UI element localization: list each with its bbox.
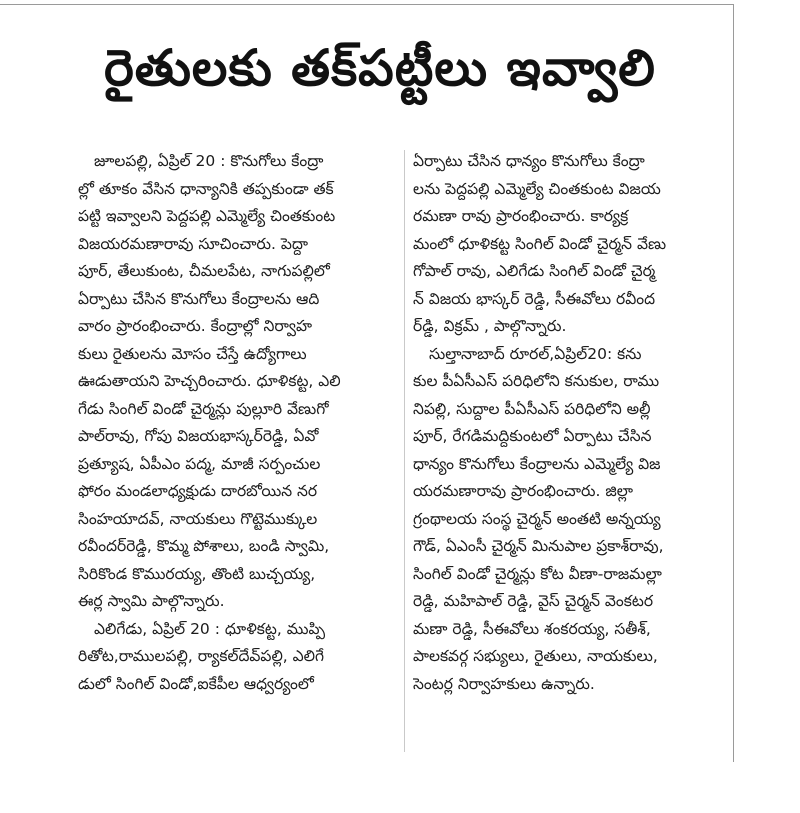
article-line: కులు రైతులను మోసం చేస్తే ఉద్యోగాలు (78, 344, 307, 363)
article-line: విజయరమణారావు సూచించారు. పెద్దా (78, 234, 308, 253)
article-line: ప్రత్యూష, ఏపీఎం పద్మ, మాజీ సర్పంచుల (78, 454, 321, 473)
left-column (78, 148, 398, 698)
article-line: రవీందర్‌రెడ్డి, కొమ్మ పోశాలు, బండి స్వామి, (78, 537, 330, 555)
article-line: డులో సింగిల్ విండో,ఐకేపీల ఆధ్వర్యంలో (78, 674, 314, 693)
article-line: యరమణారావు ప్రారంభించారు. జిల్లా (413, 482, 633, 500)
article-line: గోపాల్ రావు, ఎలిగేడు సింగిల్ విండో చైర్మ (413, 262, 656, 280)
article-line: గేడు సింగిల్ విండో చైర్మన్లు పుల్లూరి వేణుగో (78, 399, 329, 418)
headline: రైతులకు తక్‌పట్టీలు ఇవ్వాలి (104, 39, 656, 97)
right-column (413, 148, 731, 698)
column-divider (404, 150, 405, 752)
article-line: ఏర్పాటు చేసిన కొనుగోలు కేంద్రాలను ఆది (78, 289, 320, 308)
article-line: ఊడుతాయని హెచ్చరించారు. ధూళికట్ట, ఎలి (78, 372, 341, 390)
article-line: ల్లో తూకం వేసిన ధాన్యానికి తప్పకుండా తక్ (78, 179, 334, 198)
article-line: గ్రంథాలయ సంస్థ చైర్మన్ అంతటి అన్నయ్య (413, 509, 661, 528)
article-line: సింహయాదవ్, నాయకులు గొట్టెముక్కుల (78, 509, 318, 528)
article-line: రితోట,రాములపల్లి, ర్యాకల్‌దేవ్‌పల్లి, ఎలిగే (78, 647, 325, 665)
article-line: వారం ప్రారంభించారు. కేంద్రాల్లో నిర్వాహ (78, 317, 313, 335)
article-line: నిపల్లి, సుద్దాల పీఏసీఎస్ పరిధిలోని అల్లీ (413, 399, 651, 418)
article-line: ఈర్ల స్వామి పాల్గొన్నారు. (78, 592, 225, 610)
top-border-rule (0, 4, 733, 5)
article-line: ధాన్యం కొనుగోలు కేంద్రాలను ఎమ్మెల్యే విజ (413, 454, 661, 473)
article-line: న్ విజయ భాస్కర్ రెడ్డి, సీఈవోలు రవీంద (413, 289, 656, 308)
article-line: ఎలిగేడు, ఏప్రిల్ 20 : ధూళికట్ట, ముప్పి (94, 619, 326, 638)
article-line: పాల్‌రావు, గోపు విజయభాస్కర్‌రెడ్డి, ఏవో (78, 427, 319, 445)
article-line: పూర్, రేగడిమద్దికుంటలో ఏర్పాటు చేసిన (413, 427, 652, 445)
article-line: పట్టి ఇవ్వాలని పెద్దపల్లి ఎమ్మెల్యే చింతకుంట (78, 207, 336, 225)
article-line: మణా రెడ్డి, సీఈవోలు శంకరయ్య, సతీశ్, (413, 619, 651, 638)
article-line: పూర్, తేలుకుంట, చీమలపేట, నాగుపల్లిలో (78, 262, 330, 280)
article-line: పాలకవర్గ సభ్యులు, రైతులు, నాయకులు, (413, 647, 658, 665)
article-line: ఫోరం మండలాధ్యక్షుడు దారబోయిన నర (78, 482, 318, 500)
right-border-rule (733, 4, 734, 762)
article-line: సుల్తానాబాద్ రూరల్,ఏప్రిల్20: కను (429, 344, 642, 363)
article-line: ర్‌డ్డి, విక్రమ్ , పాల్గొన్నారు. (413, 317, 567, 335)
article-line: రమణా రావు ప్రారంభించారు. కార్యక్ర (413, 207, 629, 225)
article-line: కుల పీఏసీఎస్ పరిధిలోని కనుకుల, రాము (413, 372, 660, 390)
article-line: జూలపల్లి, ఏప్రిల్ 20 : కొనుగోలు కేంద్రా (94, 152, 324, 170)
article-line: ఏర్పాటు చేసిన ధాన్యం కొనుగోలు కేంద్రా (413, 152, 645, 170)
article-line: గౌడ్, ఏఎంసీ చైర్మన్ మినుపాల ప్రకాశ్‌రావు, (413, 537, 664, 555)
article-line: సింగిల్ విండో చైర్మన్లు కోట వీణా-రాజమల్లా (413, 564, 662, 583)
article-line: సెంటర్ల నిర్వాహకులు ఉన్నారు. (413, 674, 595, 693)
article-line: సిరికొండ కొమురయ్య, తొంటి బుచ్చయ్య, (78, 564, 316, 583)
article-line: రెడ్డి, మహిపాల్ రెడ్డి, వైస్ చైర్మన్ వెంకటర (413, 592, 654, 610)
article-line: మంలో ధూళికట్ట సింగిల్ విండో చైర్మన్ వేణు (413, 234, 667, 253)
article-line: లను పెద్దపల్లి ఎమ్మెల్యే చింతకుంట విజయ (413, 179, 661, 198)
